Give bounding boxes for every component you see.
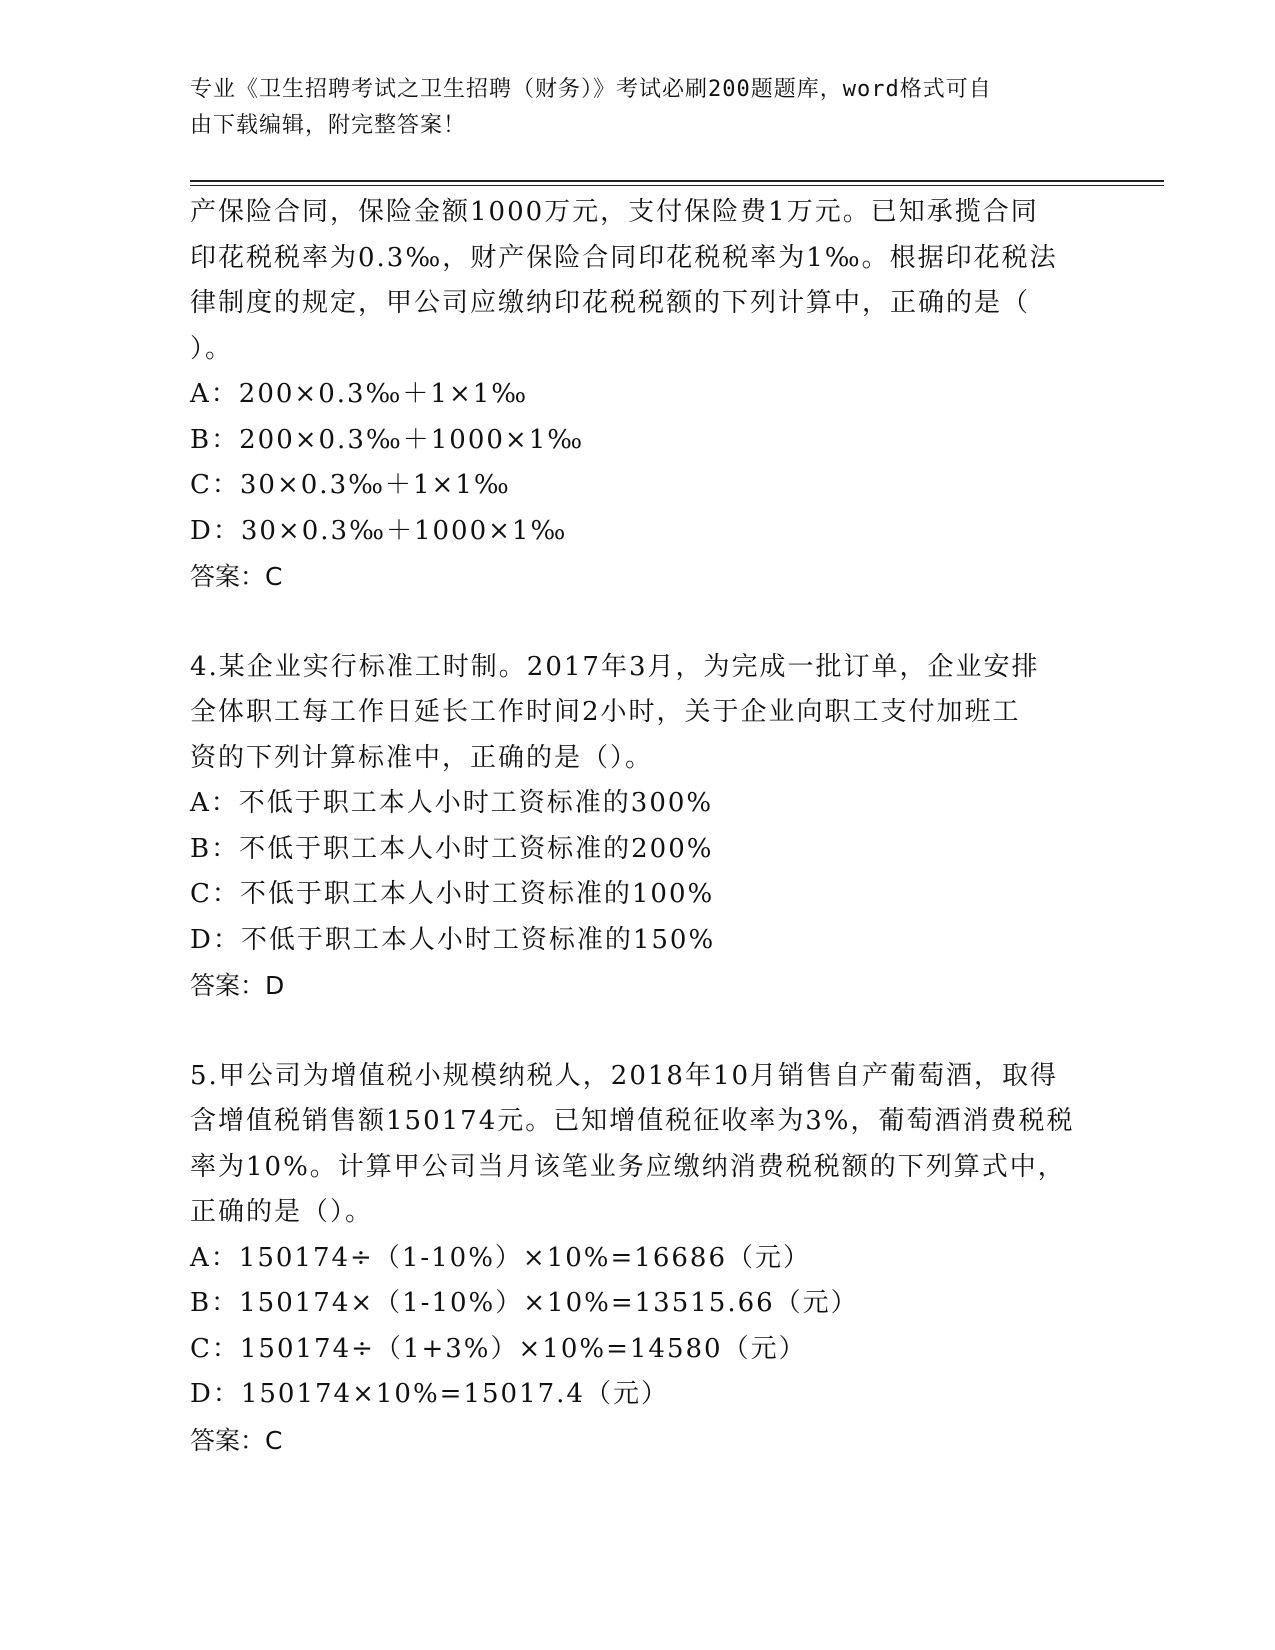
option-d: D：150174×10%=15017.4（元） [190, 1379, 669, 1409]
question-text-line: 资的下列计算标准中，正确的是（）。 [190, 742, 654, 773]
option-a: A：200×0.3‰＋1×1‰ [190, 379, 529, 409]
question-text-line: ）。 [190, 333, 234, 364]
option-d: D：不低于职工本人小时工资标准的150% [190, 924, 716, 955]
header-line-1: 专业《卫生招聘考试之卫生招聘（财务）》考试必刷200题题库，word格式可自 [190, 77, 992, 102]
option-a: A：不低于职工本人小时工资标准的300% [190, 788, 714, 818]
option-a: A：150174÷（1-10%）×10%=16686（元） [190, 1242, 811, 1273]
spacer [190, 1009, 1090, 1054]
question-text-line: 4.某企业实行标准工时制。2017年3月，为完成一批订单，企业安排 [190, 651, 1040, 682]
question-text-line: 正确的是（）。 [190, 1197, 374, 1227]
question-text-line: 印花税税率为0.3‰，财产保险合同印花税税率为1‰。根据印花税法 [190, 242, 1058, 273]
option-d: D：30×0.3‰＋1000×1‰ [190, 515, 568, 546]
question-text-line: 含增值税销售额150174元。已知增值税征收率为3%，葡萄酒消费税税 [190, 1106, 1075, 1136]
answer-line: 答案：C [190, 562, 283, 591]
answer-line: 答案：C [190, 1425, 283, 1455]
option-b: B：200×0.3‰＋1000×1‰ [190, 424, 585, 455]
option-c: C：150174÷（1+3%）×10%=14580（元） [190, 1333, 807, 1364]
option-b: B：不低于职工本人小时工资标准的200% [190, 833, 714, 864]
option-c: C：30×0.3‰＋1×1‰ [190, 470, 511, 500]
question-text-line: 产保险合同，保险金额1000万元，支付保险费1万元。已知承揽合同 [190, 197, 1039, 227]
question-text-line: 率为10%。计算甲公司当月该笔业务应缴纳消费税税额的下列算式中， [190, 1151, 1066, 1182]
question-text-line: 5.甲公司为增值税小规模纳税人，2018年10月销售自产葡萄酒，取得 [190, 1060, 1059, 1091]
spacer [190, 600, 1090, 645]
question-5 [190, 1054, 1090, 1464]
question-text-line: 全体职工每工作日延长工作时间2小时，关于企业向职工支付加班工 [190, 697, 1021, 727]
answer-line: 答案：D [190, 971, 285, 1000]
header-divider-thin [190, 185, 1164, 186]
document-header [190, 72, 1070, 144]
header-line-2: 由下载编辑，附完整答案！ [190, 113, 467, 138]
question-list [190, 190, 1090, 1463]
question-3-continued [190, 190, 1090, 600]
question-4 [190, 645, 1090, 1009]
header-divider-thick [190, 180, 1164, 182]
option-c: C：不低于职工本人小时工资标准的100% [190, 879, 715, 909]
option-b: B：150174×（1-10%）×10%=13515.66（元） [190, 1288, 859, 1318]
question-text-line: 律制度的规定，甲公司应缴纳印花税税额的下列计算中，正确的是（ [190, 288, 1031, 318]
